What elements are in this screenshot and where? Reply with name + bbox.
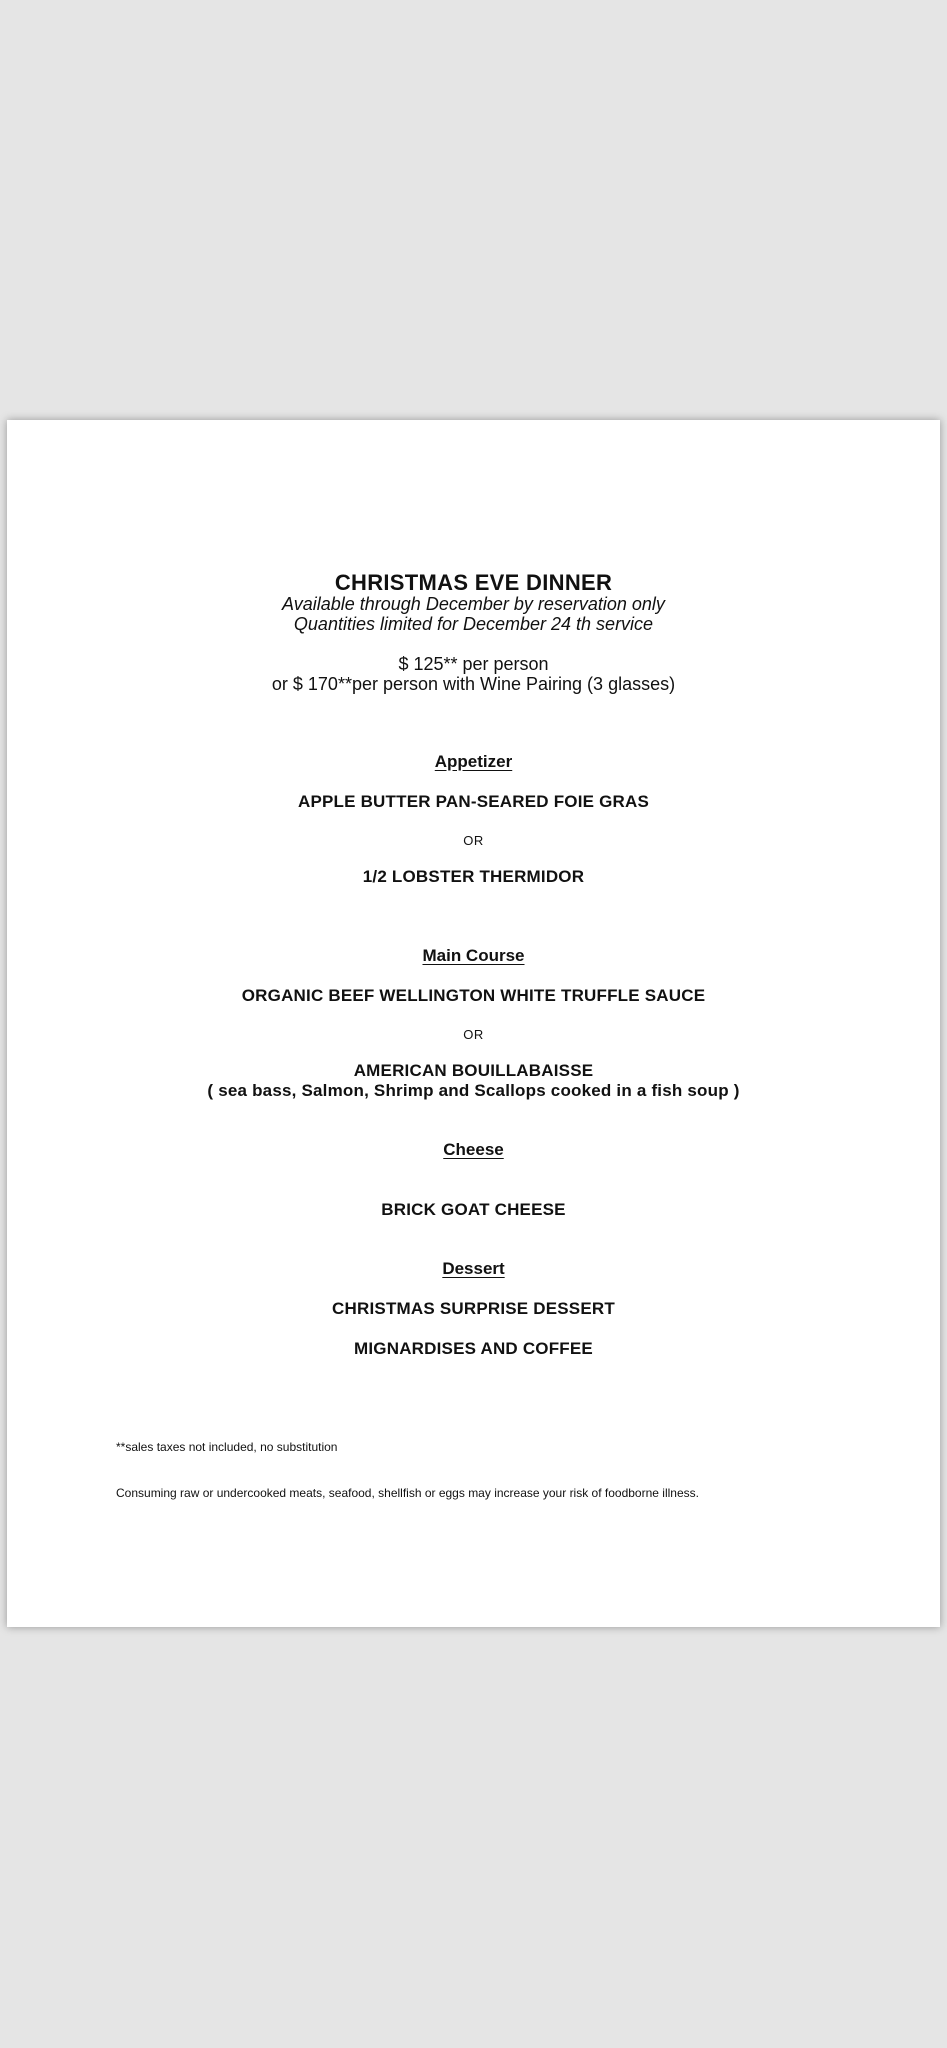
dessert-item-mignardises: MIGNARDISES AND COFFEE (354, 1339, 593, 1358)
availability-text: Available through December by reservation only (282, 594, 665, 614)
menu-title: CHRISTMAS EVE DINNER (334, 570, 613, 595)
cheese-heading: Cheese (443, 1140, 504, 1159)
dessert-heading: Dessert (442, 1259, 505, 1278)
appetizer-option-lobster: 1/2 LOBSTER THERMIDOR (362, 867, 585, 886)
main-option-beef-wellington: ORGANIC BEEF WELLINGTON WHITE TRUFFLE SAUCE (241, 986, 706, 1005)
main-option-bouillabaisse-detail: ( sea bass, Salmon, Shrimp and Scallops cooked in a fish soup ) (207, 1081, 740, 1100)
menu-page (7, 420, 940, 1627)
price-per-person: $ 125** per person (398, 654, 549, 674)
main-or-divider: OR (463, 1027, 484, 1042)
price-wine-pairing: or $ 170**per person with Wine Pairing (3 glasses) (271, 674, 676, 694)
dessert-item-surprise: CHRISTMAS SURPRISE DESSERT (332, 1299, 615, 1318)
main-course-heading: Main Course (422, 946, 525, 965)
quantities-text: Quantities limited for December 24 th service (293, 614, 654, 634)
appetizer-option-foie-gras: APPLE BUTTER PAN-SEARED FOIE GRAS (297, 792, 650, 811)
appetizer-heading: Appetizer (434, 752, 513, 771)
main-option-bouillabaisse: AMERICAN BOUILLABAISSE (353, 1061, 594, 1080)
footnote-health-warning: Consuming raw or undercooked meats, seafood, shellfish or eggs may increase your risk of foodborne illness. (116, 1486, 699, 1500)
footnote-taxes: **sales taxes not included, no substitution (116, 1440, 338, 1454)
appetizer-or-divider: OR (463, 833, 484, 848)
cheese-item: BRICK GOAT CHEESE (381, 1200, 566, 1219)
